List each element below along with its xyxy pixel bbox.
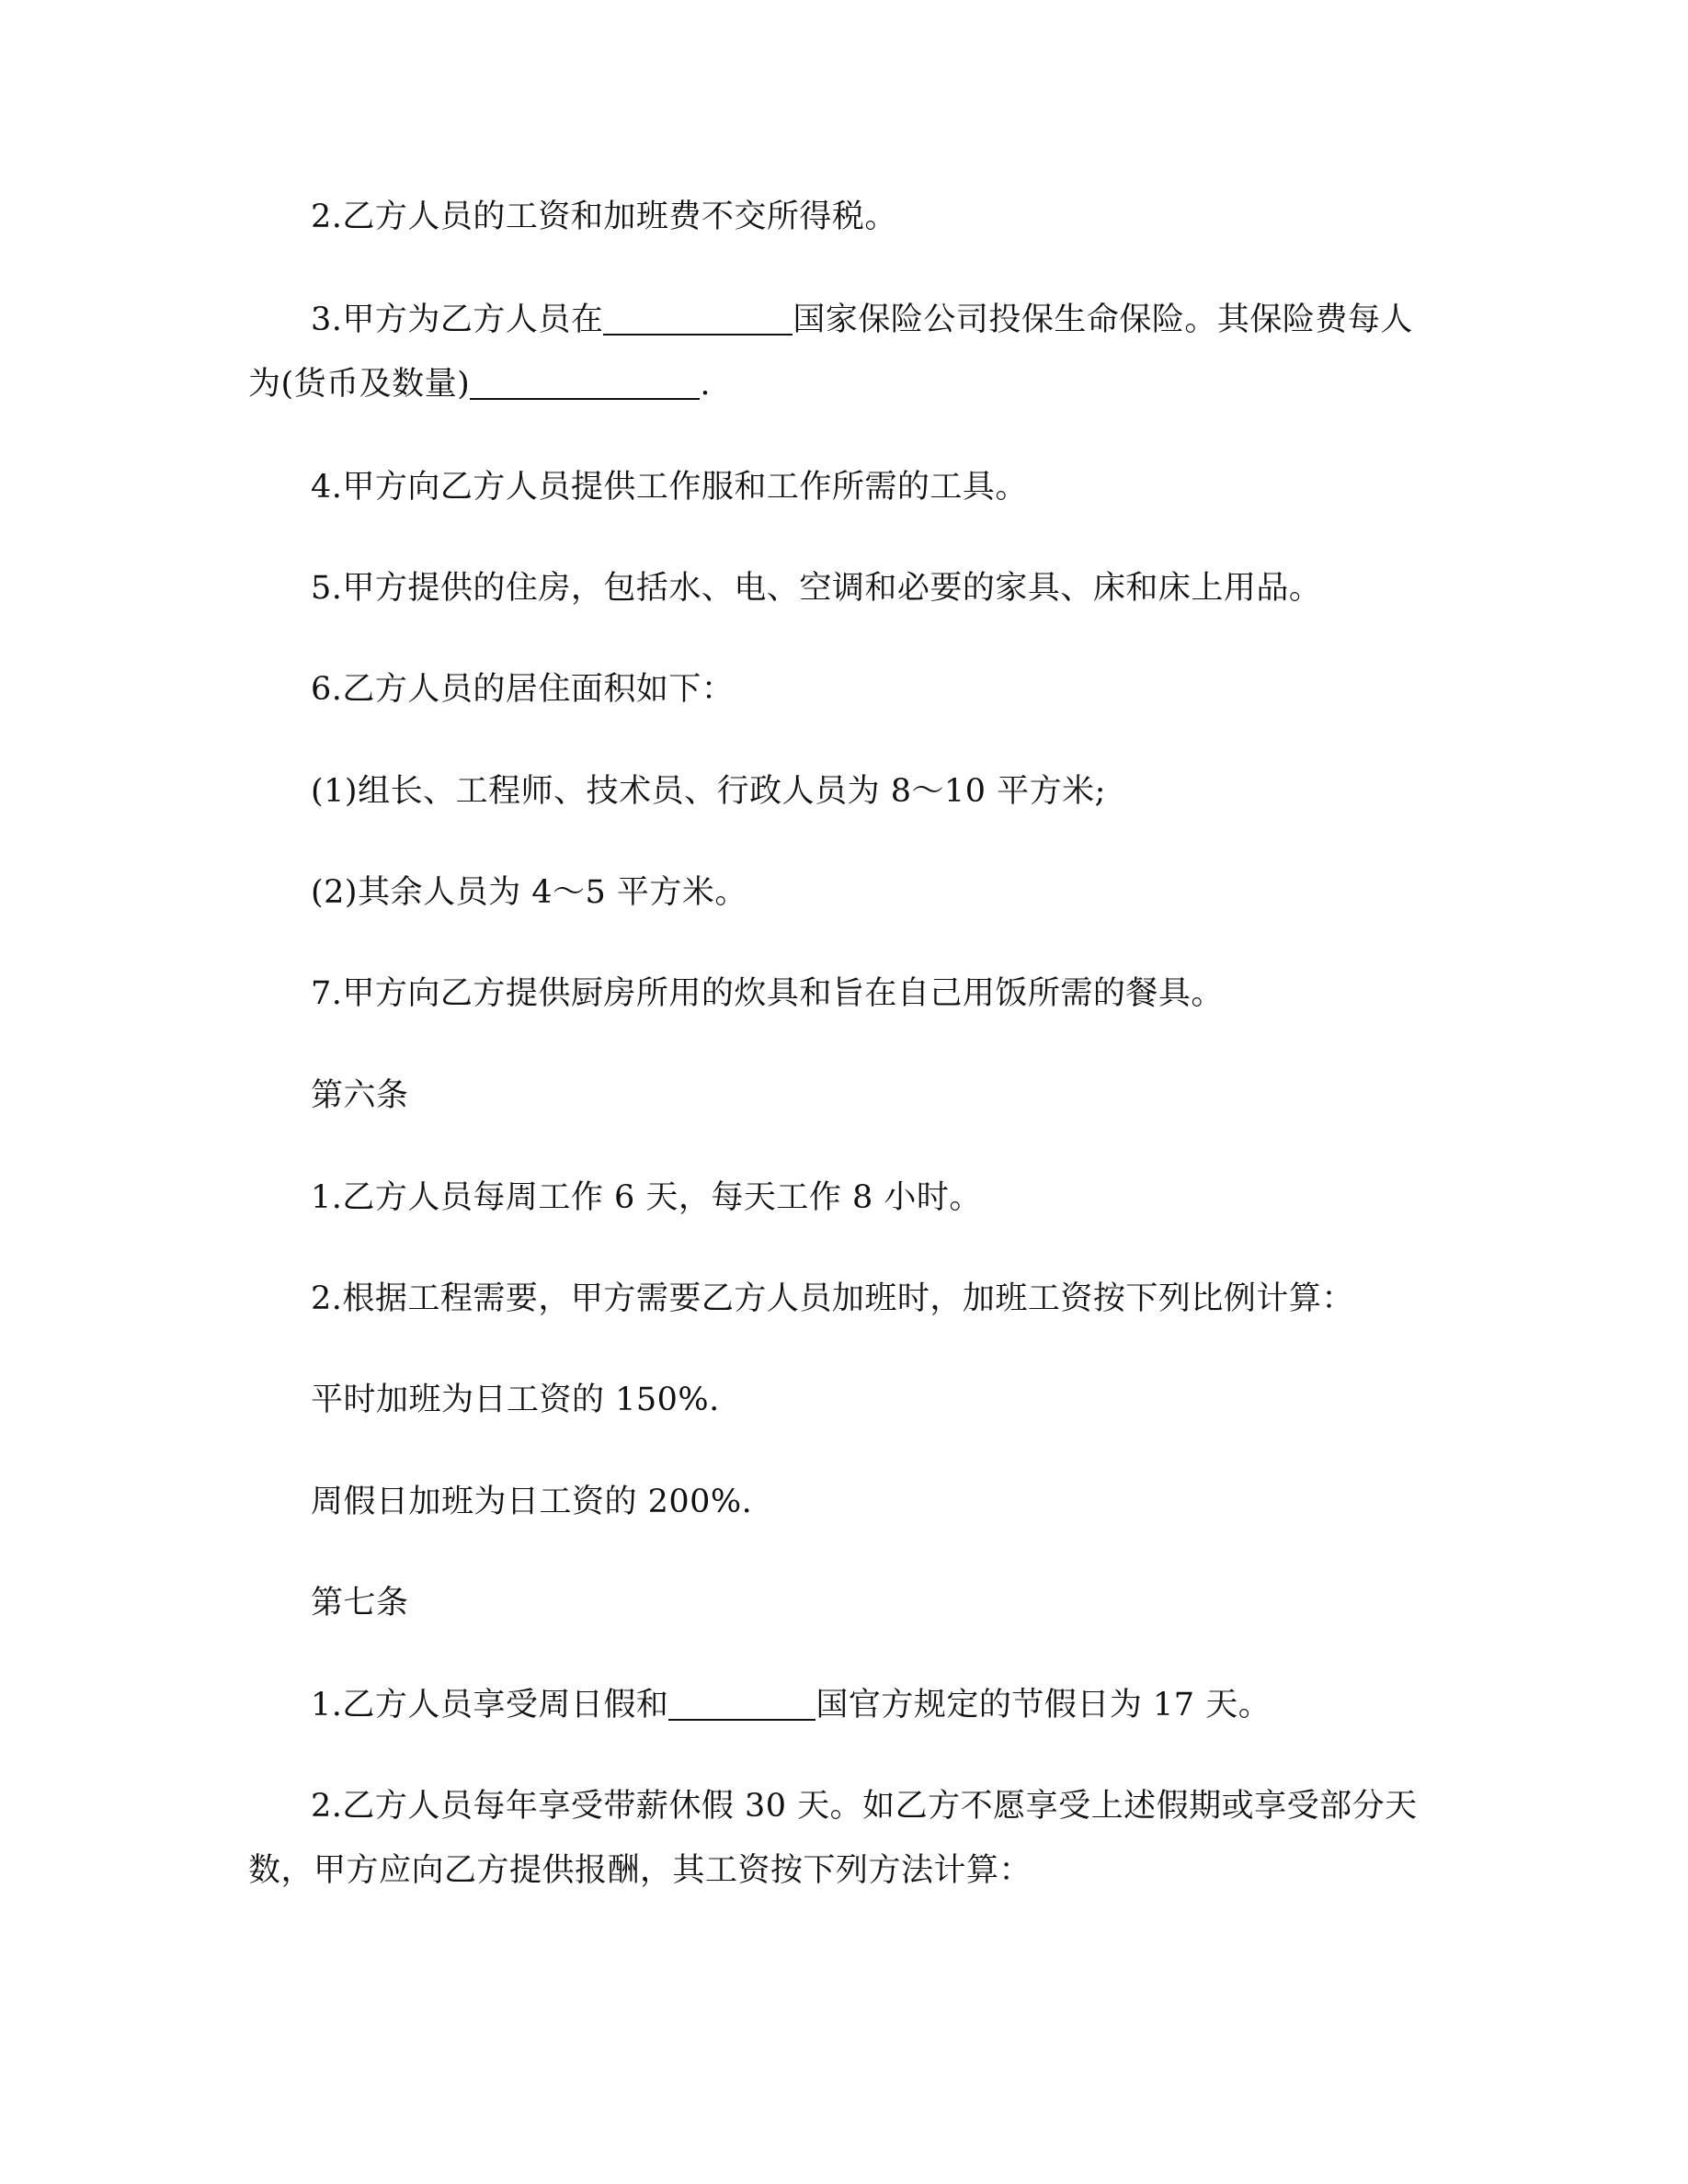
clause-item-6-1: (1)组长、工程师、技术员、行政人员为 8～10 平方米; [311,773,1106,810]
clause-text: 为(货币及数量) [248,366,471,403]
clause-item-6-area: 6.乙方人员的居住面积如下： [311,671,735,708]
clause-item-2-tax: 2.乙方人员的工资和加班费不交所得税。 [311,199,897,235]
article-7-item-2-line2: 数，甲方应向乙方提供报酬，其工资按下列方法计算： [248,1852,1032,1889]
fill-in-blank-country-holidays[interactable] [668,1688,815,1721]
article-6-item-1: 1.乙方人员每周工作 6 天，每天工作 8 小时。 [311,1179,982,1216]
clause-text: 国家保险公司投保生命保险。其保险费每人 [793,301,1413,338]
clause-item-3-insurance-line2 [248,363,711,405]
clause-text: 1.乙方人员享受周日假和 [311,1687,669,1723]
clause-item-5-housing: 5.甲方提供的住房，包括水、电、空调和必要的家具、床和床上用品。 [311,570,1322,607]
clause-text: 国官方规定的节假日为 17 天。 [815,1687,1272,1723]
article-6-item-2: 2.根据工程需要，甲方需要乙方人员加班时，加班工资按下列比例计算： [311,1280,1354,1317]
fill-in-blank-country[interactable] [603,302,793,336]
clause-text: 3.甲方为乙方人员在 [311,301,604,338]
article-7-item-2-line1: 2.乙方人员每年享受带薪休假 30 天。如乙方不愿享受上述假期或享受部分天 [311,1788,1418,1825]
clause-item-6-2: (2)其余人员为 4～5 平方米。 [311,874,747,911]
article-6-weekend-overtime: 周假日加班为日工资的 200%. [311,1484,753,1520]
clause-item-7-kitchen: 7.甲方向乙方提供厨房所用的炊具和旨在自己用饭所需的餐具。 [311,975,1224,1012]
article-7-item-1 [311,1684,1271,1726]
clause-item-3-insurance-line1 [311,299,1413,341]
article-6-heading: 第六条 [311,1077,409,1114]
clause-text: . [700,366,711,403]
article-7-heading: 第七条 [311,1585,409,1621]
fill-in-blank-premium[interactable] [470,367,700,400]
clause-item-4-uniform: 4.甲方向乙方人员提供工作服和工作所需的工具。 [311,469,1028,506]
article-6-normal-overtime: 平时加班为日工资的 150%. [311,1382,720,1418]
